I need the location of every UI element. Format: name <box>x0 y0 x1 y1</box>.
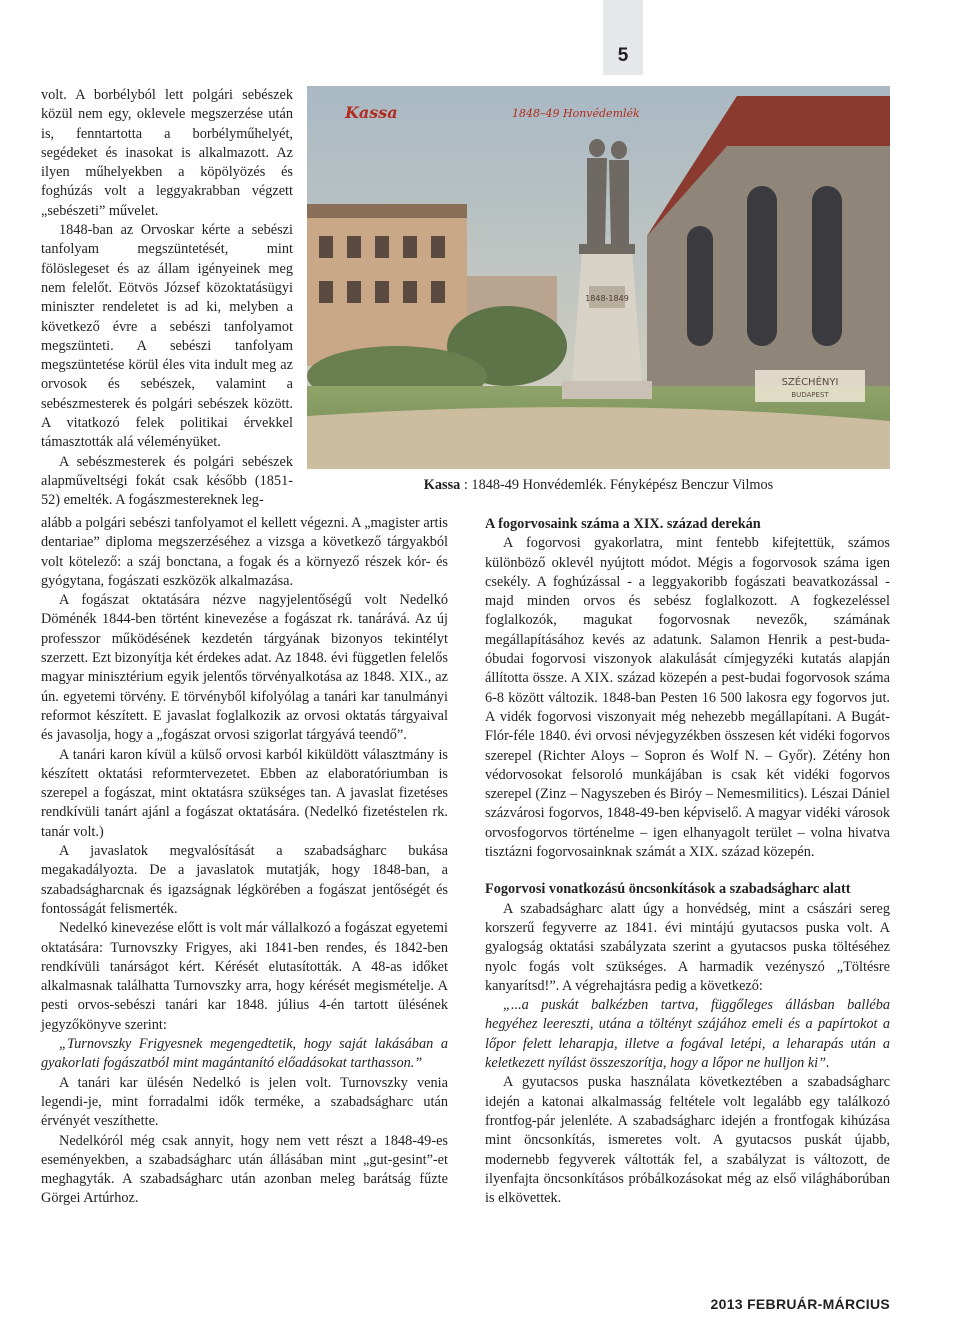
section-heading: A fogorvosaink száma a XIX. század derekán <box>485 516 761 532</box>
paragraph: Nedelkóról még csak annyit, hogy nem vett részt a 1848-49-es eseményekben, a szabadságharc után állásában mint „gut-gesint”-et meghagyták. A szabadságharc után azonban meleg barátság fűzte Görgei Artúrhoz. <box>41 1132 448 1207</box>
section-heading: Fogorvosi vonatkozású öncsonkítások a szabadságharc alatt <box>485 881 851 898</box>
quote-paragraph: „...a puskát balkézben tartva, függőleges állásban balléba hegyéhez leereszti, utána a töltényt szájához emeli és a papírtokot a lőpor felett leharapja, illetve a fogával letépi, a leharapás után a keletkezett nyílást összeszorítja, hogy a lőpor ne hulljon ki”. <box>485 997 890 1072</box>
paragraph: alább a polgári sebészi tanfolyamot el kellett végezni. A „magister artis dentariae” diploma megszerzéséhez a vizsga a következő tárgyakból volt kötelező: a száj bonctana, a fogak és a környező részek kór- és gyógytana, fogászati eszközök alkalmazása. <box>41 515 448 589</box>
postcard-title-left: Kassa <box>345 103 398 122</box>
paragraph: A fogorvosi gyakorlatra, mint fentebb kifejtettük, számos különböző oklevél nyújtott módot. Mégis a fogorvosok száma igen csekély. A foghúzással - a leggyakoribb fogászati beavatkozással - majd minden orvos és sebész foglalkozott. A fogkezeléssel foglalkozók, magukat fogorvosnak nevezők, számának megállapításához kevés az adatunk. Salamon Henrik a pest-buda-óbudai fogorvosi viszonyok alakulását címjegyzéki kutatás alapján állította össze. A XIX. század közepén a pest-budai fogorvosok száma 6-8 között változik. 1848-ban Pesten 16 500 lakosra egy fogorvos jut. A vidék fogorvosi viszonyait még nehezebb megállapítani. A Bugát-Flór-féle 1840. évi orvosi névjegyzékben összesen két vidéki fogorvos szerepel (Richter Aloys – Sopron és Wolf N. – Győr). Zétény hon védorvosokat felsoroló munkájában is csak két vidéki fogorvos szerepel (Zinz – Nagyszeben és Biróy – Nemesmilitics). Lészai Dániel százvárosi fogorvos, 1848-49-ben képviselő. A magyar vidéki városok orvosfogorvos történelme – igen elhanyagolt terület – volna hivatva tisztázni fogorvosainknak számát a XIX. század közepén. <box>485 535 890 861</box>
paragraph: Nedelkó kinevezése előtt is volt már vállalkozó a fogászat egyetemi oktatására: Turnovszky Frigyes, aki 1841-ben rendes, és 1842-ben rendkívüli tanárságot kért. Kérését elutasították. A 48-as időket alkalmasnak találhatta Turnovszky arra, hogy kérését megismételje. A pesti orvos-sebészi tanári kar 1848. július 4-én tartott ülésének jegyzőkönyve szerint: <box>41 920 448 1033</box>
paragraph: volt. A borbélyból lett polgári sebészek közül nem egy, oklevele megszerzése után is, fenntartotta a borbélyműhelyét, segédeket és inasokat is alkalmazott. Az ilyen műhelyekben a köpölyözés és foghúzás volt a leggyakrabban végzett „sebészeti” művelet. <box>41 87 293 219</box>
article-column-right <box>485 515 890 1208</box>
page-number-tab <box>603 0 643 75</box>
page-number: 5 <box>617 45 629 66</box>
stamp-line-2: BUDAPEST <box>791 391 829 399</box>
paragraph: A gyutacsos puska használata következtében a szabadságharc idején a katonai alkalmasság feltétele volt legalább egy találkozó frontfog-pár jelenléte. A szabadságharc idején a frontfogak kihúzása mint öncsonkítás, ismeretes volt. A gyutacsos puskát újabb, modernebb fegyverek váltották fel, a szabályzat is változott, de ilyenfajta öncsonkításos próbálkozásokat még az első világháborúban is elkövettek. <box>485 1074 890 1207</box>
stamp-line-1: SZÉCHÉNYI <box>781 377 839 388</box>
paragraph: 1848-ban az Orvoskar kérte a sebészi tanfolyam megszüntetését, mint fölöslegeset és az állam igényeinek meg nem felelőt. Eötvös József közoktatásügyi miniszter rendeletet is ad ki, melyben a következő évre a sebészi tanfolyamot megszünteti. A sebészi tanfolyam megszüntetése körül éles vita indult meg az orvosok és sebészek, valamint a sebészmesterek és polgári sebészek között. A vitatkozó felek politikai érvekkel támasztották alá véleményüket. <box>41 222 293 451</box>
postcard-title-right: 1848–49 Honvédemlék <box>512 107 640 120</box>
paragraph: A javaslatok megvalósítását a szabadságharc bukása megakadályozta. De a javaslatok mutatják, hogy 1848-ban, a szabadságharcnak és igazságnak légkörében a fogászat jentőségét és fontosságát felismerték. <box>41 843 448 917</box>
issue-date-footer: 2013 FEBRUÁR-MÁRCIUS <box>710 1296 890 1312</box>
plinth-inscription: 1848-1849 <box>585 294 629 303</box>
article-column-top <box>41 86 293 511</box>
caption-text: : 1848-49 Honvédemlék. Fényképész Benczur Vilmos <box>460 477 774 493</box>
quote-paragraph: „Turnovszky Frigyesnek megengedtetik, hogy saját lakásában a gyakorlati fogászatból mint magántanító előadásokat tarthasson.” <box>41 1036 448 1072</box>
kassa-monument-postcard <box>307 86 890 469</box>
caption-bold: Kassa <box>423 477 461 493</box>
paragraph: A sebészmesterek és polgári sebészek alapműveltségi fokát csak később (1851-52) emelték. A fogászmestereknek leg- <box>41 453 293 509</box>
article-column-left <box>41 514 448 1209</box>
paragraph: A tanári karon kívül a külső orvosi karból kiküldött választmány is készített oktatási reformtervezetet. Ebben az elaboratóriumban is szerepel a fogászat, mint oktatásra szükséges tan. A javaslat fizetéses rendkívüli tanárt ajánl a fogászat oktatására. (Nedelkó fizetéstelen rk. tanár volt.) <box>41 746 448 840</box>
paragraph: A fogászat oktatására nézve nagyjelentőségű volt Nedelkó Döménék 1844-ben történt kinevezése a fogászat rk. tanárává. Az új professzor működésének kezdetén tárgyának bizonyos tekintélyt szerzett. Ezt bizonyítja két érdekes adat. Az 1848. évi független felelős magyar minisztérium egyik jelentős törvényalkotása az 1848. XIX., az ún. egyetemi törvény. E törvényből kifolyólag a tanári kar tanulmányi reformot készített. E javaslat foglalkozik az orvosi oktatás tárgyaival és javasolja, hogy a „fogászat orvosi szigorlat tárgyává teendő”. <box>41 592 448 744</box>
photo-caption <box>307 476 890 495</box>
paragraph: A szabadságharc alatt úgy a honvédség, mint a császári sereg korszerű fegyverre az 1841. évi mintájú gyutacsos puska volt. A gyalogság oktatási szabályzata szerint a gyutacsos puska töltéséhez nyolc fogás volt szükséges. A harmadik vezényszó „Töltésre kanyarítsd!”. A végrehajtásra pedig a következő: <box>485 900 890 994</box>
paragraph: A tanári kar ülésén Nedelkó is jelen volt. Turnovszky venia legendi-je, mint forradalmi idők terméke, a szabadságharc után érvényét veszíthette. <box>41 1074 448 1130</box>
monument-photo <box>307 86 890 469</box>
